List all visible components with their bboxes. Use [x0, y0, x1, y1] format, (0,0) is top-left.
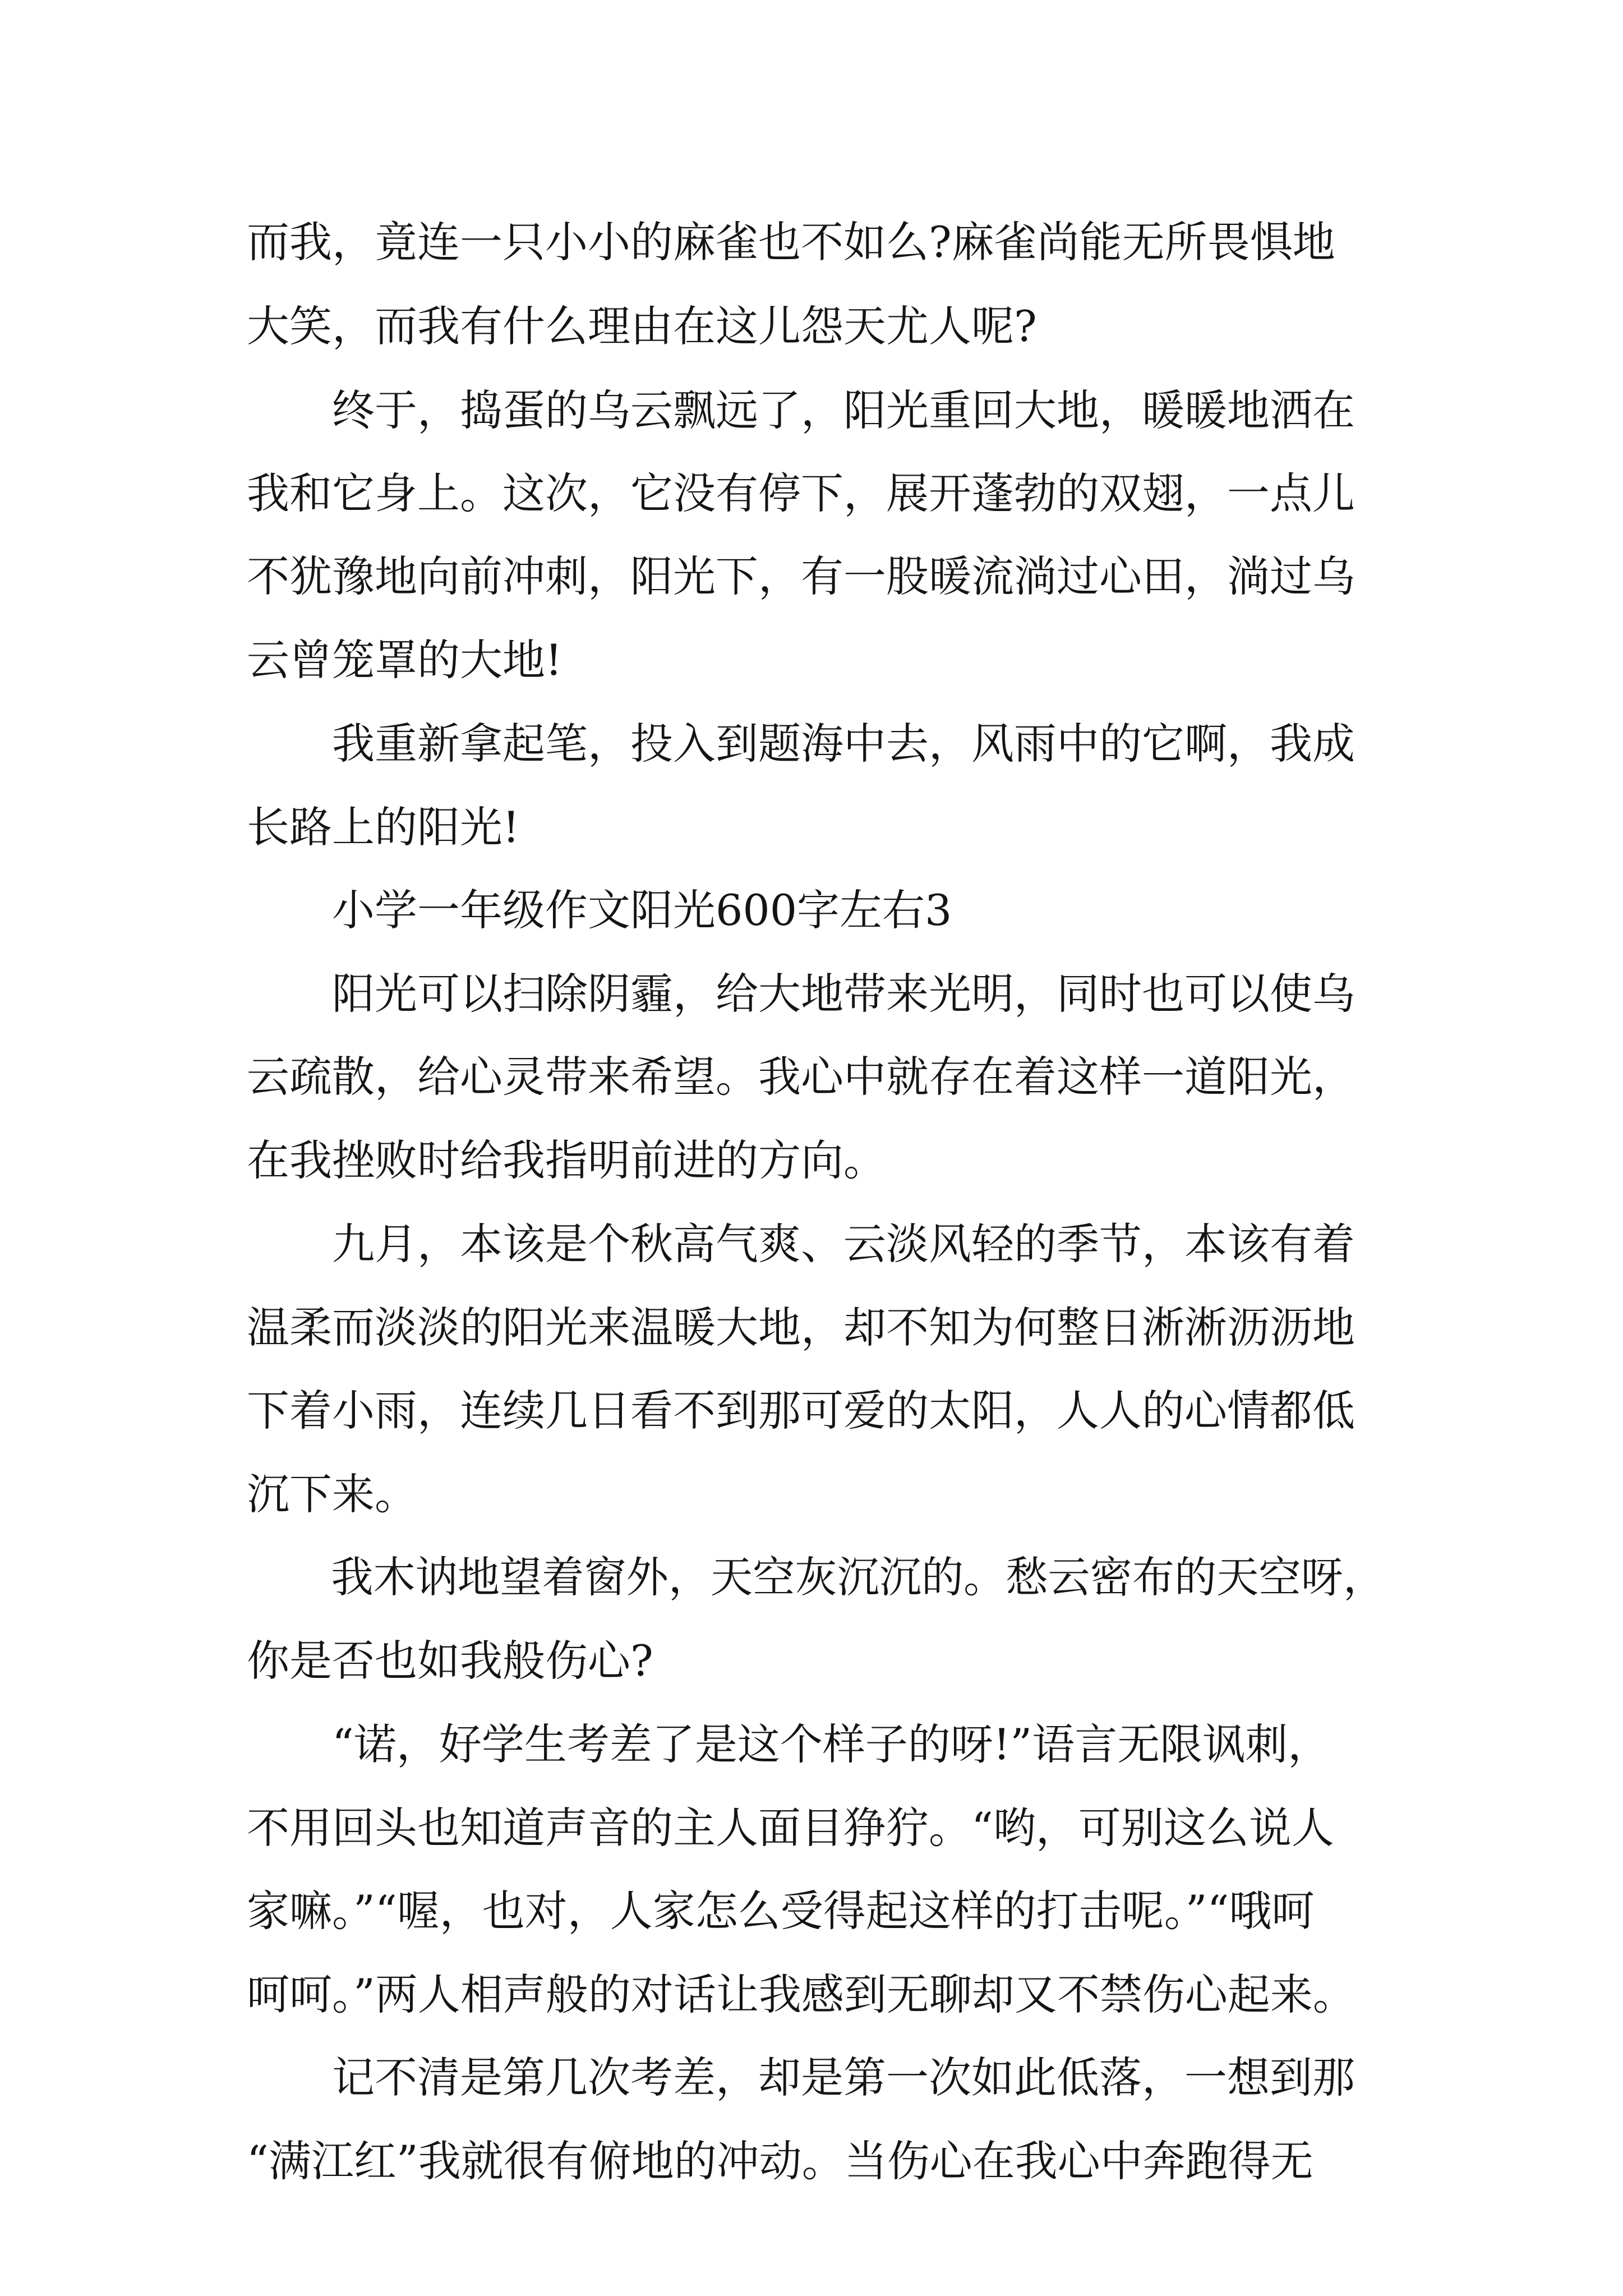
text-line: 大笑，而我有什么理由在这儿怨天尤人呢?: [247, 301, 1037, 351]
text-line: 九月，本该是个秋高气爽、云淡风轻的季节，本该有着: [247, 1219, 1355, 1269]
text-line: 家嘛。”“喔，也对，人家怎么受得起这样的打击呢。”“哦呵: [247, 1886, 1315, 1936]
text-line: 下着小雨，连续几日看不到那可爱的太阳，人人的心情都低: [247, 1386, 1355, 1435]
text-line: “满江红”我就很有俯地的冲动。当伤心在我心中奔跑得无: [247, 2136, 1313, 2186]
text-line: 温柔而淡淡的阳光来温暖大地，却不知为何整日淅淅沥沥地: [247, 1303, 1355, 1352]
text-line: 阳光可以扫除阴霾，给大地带来光明，同时也可以使乌: [247, 969, 1355, 1019]
text-line: 云曾笼罩的大地!: [247, 635, 562, 685]
section-heading: 小学一年级作文阳光600字左右3: [247, 885, 952, 935]
text-line: 在我挫败时给我指明前进的方向。: [247, 1135, 886, 1185]
text-line: 我重新拿起笔，投入到题海中去，风雨中的它啊，我成: [247, 719, 1355, 769]
text-line: 我和它身上。这次，它没有停下，展开蓬勃的双翅，一点儿: [247, 468, 1355, 518]
text-line: 云疏散，给心灵带来希望。我心中就存在着这样一道阳光，: [247, 1052, 1355, 1102]
text-line: 沉下来。: [247, 1469, 417, 1519]
text-line: 记不清是第几次考差，却是第一次如此低落，一想到那: [247, 2053, 1355, 2102]
text-line: 不犹豫地向前冲刺，阳光下，有一股暖流淌过心田，淌过乌: [247, 551, 1355, 601]
text-line: 你是否也如我般伤心?: [247, 1636, 653, 1686]
text-line: 不用回头也知道声音的主人面目狰狞。“哟，可别这么说人: [247, 1803, 1334, 1853]
text-line: “诺，好学生考差了是这个样子的呀!”语言无限讽刺，: [247, 1719, 1331, 1769]
text-line: 我木讷地望着窗外，天空灰沉沉的。愁云密布的天空呀，: [247, 1552, 1386, 1602]
text-line: 而我，竟连一只小小的麻雀也不如么?麻雀尚能无所畏惧地: [247, 217, 1335, 267]
text-line: 终于，捣蛋的乌云飘远了，阳光重回大地，暖暖地洒在: [247, 385, 1355, 435]
text-line: 长路上的阳光!: [247, 802, 520, 852]
text-line: 呵呵。”两人相声般的对话让我感到无聊却又不禁伤心起来。: [247, 1970, 1355, 2019]
